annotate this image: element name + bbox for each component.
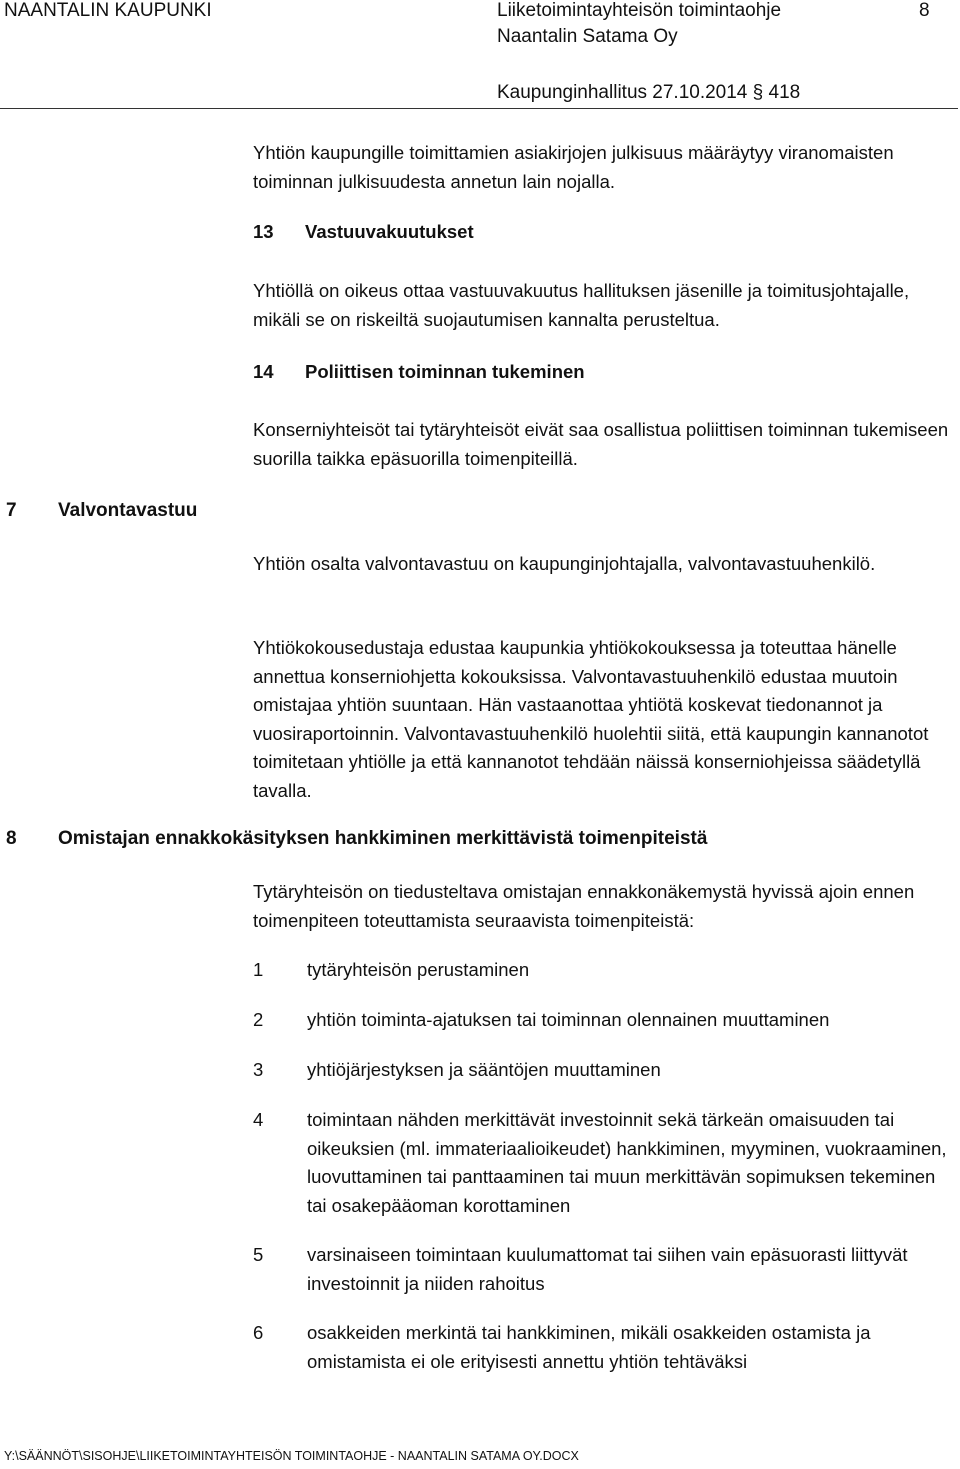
section-13-heading xyxy=(253,221,474,243)
section-7-number: 7 xyxy=(6,500,17,521)
list-item-text: osakkeiden merkintä tai hankkiminen, mikäli osakkeiden ostamista ja omistamista ei ole erityisesti annettu yhtiön tehtäväksi xyxy=(307,1322,871,1372)
list-item xyxy=(253,1241,953,1298)
list-item xyxy=(253,1106,953,1220)
header-company: Naantalin Satama Oy xyxy=(497,26,678,47)
section-7-heading xyxy=(6,500,197,522)
section-14-paragraph: Konserniyhteisöt tai tytäryhteisöt eivät saa osallistua poliittisen toiminnan tukemiseen suorilla taikka epäsuorilla toimenpiteillä. xyxy=(253,419,949,469)
list-item-number: 1 xyxy=(253,959,264,980)
header-org: NAANTALIN KAUPUNKI xyxy=(4,0,212,21)
section-13-number: 13 xyxy=(253,221,274,242)
section-7-paragraph-1: Yhtiön osalta valvontavastuu on kaupunginjohtajalla, valvontavastuuhenkilö. xyxy=(253,553,876,574)
list-item-text: yhtiöjärjestyksen ja sääntöjen muuttaminen xyxy=(307,1059,661,1080)
section-8-number: 8 xyxy=(6,828,17,849)
list-item-number: 3 xyxy=(253,1059,264,1080)
list-item-text: tytäryhteisön perustaminen xyxy=(307,959,530,980)
list-item xyxy=(253,1319,953,1376)
list-item-text: toimintaan nähden merkittävät investoinnit sekä tärkeän omaisuuden tai oikeuksien (ml. immateriaalioikeudet) hankkiminen, myyminen, vuokraaminen, luovuttaminen tai panttaaminen tai muun merkittävän sopimuksen tekeminen tai osakepääoman korottaminen xyxy=(307,1109,947,1216)
list-item-number: 2 xyxy=(253,1009,264,1030)
section-14-number: 14 xyxy=(253,361,274,382)
list-item-number: 6 xyxy=(253,1322,264,1343)
list-item xyxy=(253,1056,953,1085)
intro-paragraph: Yhtiön kaupungille toimittamien asiakirjojen julkisuus määräytyy viranomaisten toiminnan julkisuudesta annetun lain nojalla. xyxy=(253,142,894,192)
section-14-heading xyxy=(253,361,585,383)
section-8-heading xyxy=(6,828,707,850)
section-7-title: Valvontavastuu xyxy=(58,500,198,521)
list-item-text: varsinaiseen toimintaan kuulumattomat tai siihen vain epäsuorasti liittyvät investoinnit ja niiden rahoitus xyxy=(307,1244,908,1294)
section-13-title: Vastuuvakuutukset xyxy=(305,221,474,242)
section-8-intro: Tytäryhteisön on tiedusteltava omistajan ennakkonäkemystä hyvissä ajoin ennen toimenpiteen toteuttamista seuraavista toimenpiteistä: xyxy=(253,881,915,931)
header-doc-title: Liiketoimintayhteisön toimintaohje xyxy=(497,0,782,21)
list-item xyxy=(253,956,953,985)
list-item-text: yhtiön toiminta-ajatuksen tai toiminnan olennainen muuttaminen xyxy=(307,1009,830,1030)
header-divider xyxy=(0,108,958,109)
list-item xyxy=(253,1006,953,1035)
section-13-paragraph: Yhtiöllä on oikeus ottaa vastuuvakuutus hallituksen jäsenille ja toimitusjohtajalle, mikäli se on riskeiltä suojautumisen kannalta perusteltua. xyxy=(253,280,910,330)
header-decision: Kaupunginhallitus 27.10.2014 § 418 xyxy=(497,82,801,103)
header-page-number: 8 xyxy=(919,0,930,21)
section-7-paragraph-2: Yhtiökokousedustaja edustaa kaupunkia yhtiökokouksessa ja toteuttaa hänelle annettua konserniohjetta kokouksissa. Valvontavastuuhenkilö edustaa muutoin omistajaa yhtiön suuntaan. Hän vastaanottaa yhtiötä koskevat tiedonannot ja vuosiraportoinnin. Valvontavastuuhenkilö huolehtii siitä, että kaupungin kannanotot toimitetaan yhtiölle ja että kannanotot tehdään näissä konserniohjeissa säädetyllä tavalla. xyxy=(253,637,929,801)
section-14-title: Poliittisen toiminnan tukeminen xyxy=(305,361,585,382)
footer-path: Y:\SÄÄNNÖT\SISOHJE\LIIKETOIMINTAYHTEISÖN TOIMINTAOHJE - NAANTALIN SATAMA OY.DOCX xyxy=(4,1449,579,1463)
list-item-number: 5 xyxy=(253,1244,264,1265)
list-item-number: 4 xyxy=(253,1109,264,1130)
section-8-title: Omistajan ennakkokäsityksen hankkiminen merkittävistä toimenpiteistä xyxy=(58,828,708,849)
